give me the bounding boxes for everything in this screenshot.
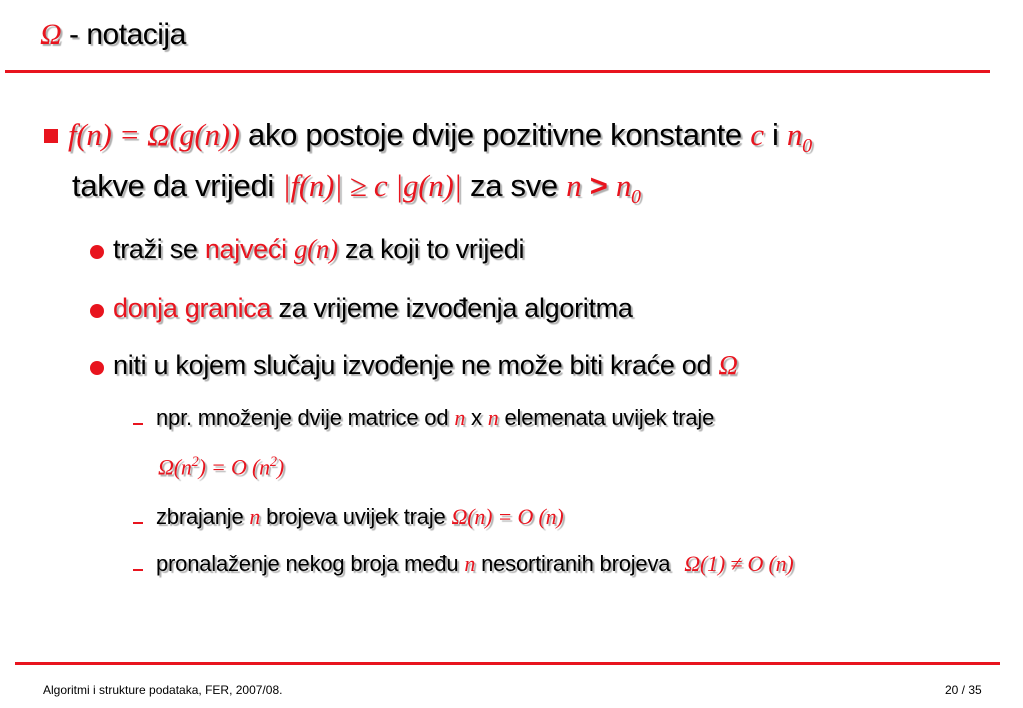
footer-rule <box>15 662 1000 665</box>
conjunction-i: i <box>772 117 779 152</box>
omega-symbol: Ω <box>40 18 62 51</box>
matrix-formula: $\Omega(n^2) = O$ $(n^2)$ <box>158 454 284 480</box>
subbullet-matrix-multiplication: npr. množenje dvije matrice od n x n elemenata uvijek traje <box>156 405 715 430</box>
slide-title <box>40 18 186 52</box>
dash-bullet-icon <box>133 569 143 571</box>
footer-page-number: 20 / 35 <box>945 683 982 697</box>
greater-than-sign: > <box>589 168 608 203</box>
definition-line-1 <box>68 117 812 158</box>
round-bullet-icon <box>90 245 104 259</box>
title-text: - notacija <box>69 18 186 51</box>
definition-text-3: za sve <box>470 168 558 203</box>
bullet-lower-bound: donja granica za vrijeme izvođenja algoritma <box>113 293 633 323</box>
variable-n: n <box>566 168 582 203</box>
subbullet-search: pronalaženje nekog broja među n nesortiranih brojeva Ω(1) ≠ O (n) <box>156 551 794 576</box>
round-bullet-icon <box>90 361 104 375</box>
definition-formula: f(n) = Ω(g(n)) <box>68 117 240 152</box>
round-bullet-icon <box>90 304 104 318</box>
title-rule <box>5 70 990 73</box>
bullet-largest-g: traži se najveći g(n) za koji to vrijedi <box>113 234 525 264</box>
square-bullet-icon <box>44 129 58 143</box>
bullet-never-faster: niti u kojem slučaju izvođenje ne može biti kraće od Ω <box>113 350 738 380</box>
dash-bullet-icon <box>133 522 143 524</box>
definition-inequality: |f(n)| ≥ c |g(n)| <box>282 168 462 203</box>
subbullet-addition: zbrajanje n brojeva uvijek traje Ω(n) = O (n) <box>156 504 564 529</box>
footer-course: Algoritmi i strukture podataka, FER, 2007/08. <box>43 683 283 697</box>
variable-n0: $n_0$ <box>615 168 641 209</box>
dash-bullet-icon <box>133 423 143 425</box>
definition-text-1: ako postoje dvije pozitivne konstante <box>248 117 742 152</box>
constant-c: c <box>750 117 764 152</box>
definition-line-2 <box>72 168 641 209</box>
constant-n0: $n_0$ <box>786 117 812 158</box>
definition-text-2: takve da vrijedi <box>72 168 274 203</box>
